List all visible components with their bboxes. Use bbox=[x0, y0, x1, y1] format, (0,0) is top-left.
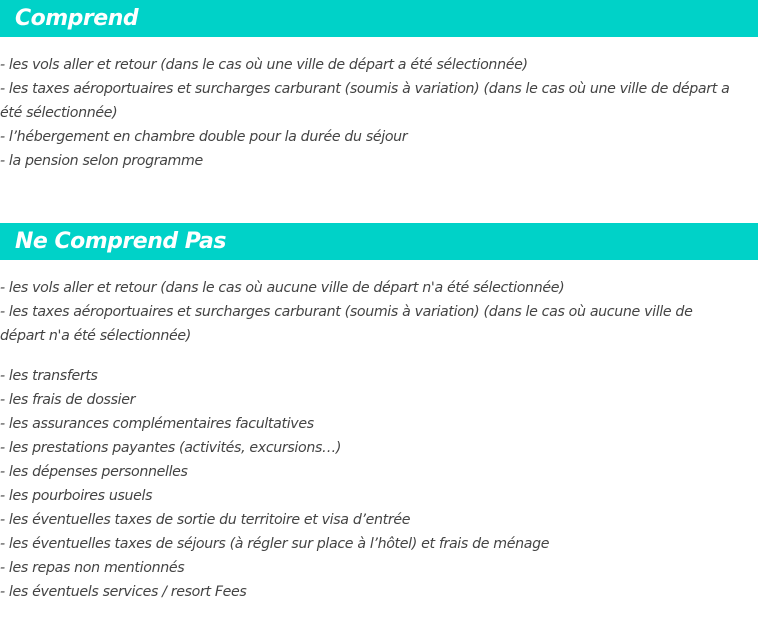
list-item: - les dépenses personnelles bbox=[0, 464, 188, 480]
list-item: - les éventuels services / resort Fees bbox=[0, 584, 247, 600]
list-item: - les pourboires usuels bbox=[0, 488, 153, 504]
list-item: - les taxes aéroportuaires et surcharges carburant (soumis à variation) (dans le cas où une ville de départ a été sélectionnée) bbox=[0, 81, 730, 121]
list-item: - les vols aller et retour (dans le cas où aucune ville de départ n'a été sélectionnée) bbox=[0, 280, 565, 296]
spacer bbox=[0, 348, 758, 364]
list-item: - la pension selon programme bbox=[0, 153, 203, 169]
list-item: - les prestations payantes (activités, excursions…) bbox=[0, 440, 342, 456]
includes-list bbox=[0, 53, 758, 173]
list-item: - l’hébergement en chambre double pour la durée du séjour bbox=[0, 129, 408, 145]
section-excludes bbox=[0, 223, 758, 604]
list-item: - les taxes aéroportuaires et surcharges carburant (soumis à variation) (dans le cas où aucune ville de départ n'a été sélectionnée) bbox=[0, 304, 693, 344]
list-item: - les assurances complémentaires facultatives bbox=[0, 416, 314, 432]
excludes-list-other bbox=[0, 364, 758, 604]
section-includes bbox=[0, 0, 758, 173]
list-item: - les vols aller et retour (dans le cas où une ville de départ a été sélectionnée) bbox=[0, 57, 528, 73]
excludes-list-flights bbox=[0, 276, 758, 348]
list-item: - les transferts bbox=[0, 368, 98, 384]
list-item: - les repas non mentionnés bbox=[0, 560, 185, 576]
list-item: - les éventuelles taxes de séjours (à régler sur place à l’hôtel) et frais de ménage bbox=[0, 536, 550, 552]
list-item: - les éventuelles taxes de sortie du territoire et visa d’entrée bbox=[0, 512, 411, 528]
section-heading-excludes: Ne Comprend Pas bbox=[0, 223, 758, 260]
section-heading-includes: Comprend bbox=[0, 0, 758, 37]
list-item: - les frais de dossier bbox=[0, 392, 136, 408]
